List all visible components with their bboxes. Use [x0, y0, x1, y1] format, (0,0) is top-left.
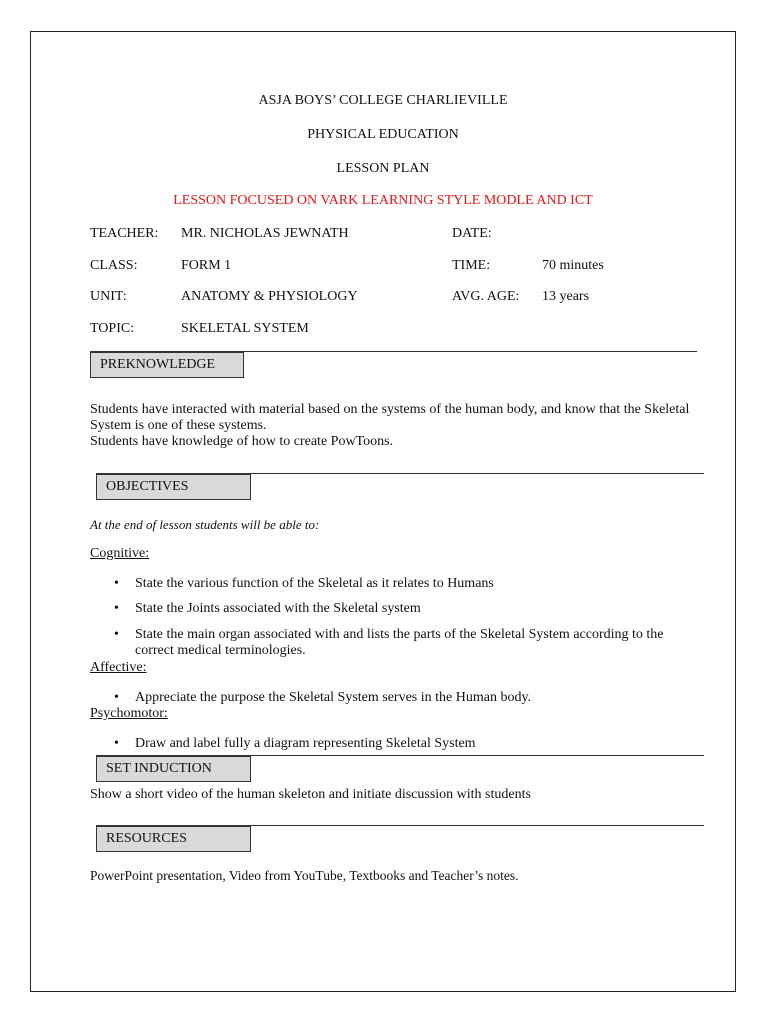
- psychomotor-item-1: Draw and label fully a diagram representing Skeletal System: [135, 736, 476, 751]
- topic-label: TOPIC:: [90, 321, 135, 336]
- age-value: 13 years: [542, 289, 590, 304]
- cognitive-item-2: State the Joints associated with the Skeletal system: [135, 601, 421, 616]
- bullet-glyph: •: [114, 736, 119, 751]
- preknowledge-heading: PREKNOWLEDGE: [90, 352, 244, 378]
- school-name: ASJA BOYS’ COLLEGE CHARLIEVILLE: [258, 93, 508, 108]
- date-label: DATE:: [452, 226, 492, 241]
- class-label: CLASS:: [90, 258, 138, 273]
- objectives-intro: At the end of lesson students will be able to:: [90, 517, 320, 532]
- preknowledge-line-2: System is one of these systems.: [90, 418, 267, 433]
- psychomotor-label: Psychomotor:: [90, 706, 168, 721]
- preknowledge-line-1: Students have interacted with material based on the systems of the human body, and know that the Skeletal: [90, 402, 690, 417]
- cognitive-item-1: State the various function of the Skeletal as it relates to Humans: [135, 576, 494, 591]
- resources-text: PowerPoint presentation, Video from YouTube, Textbooks and Teacher’s notes.: [90, 868, 519, 883]
- cognitive-item-3: State the main organ associated with and lists the parts of the Skeletal System according to the: [135, 627, 664, 642]
- resources-heading: RESOURCES: [96, 826, 251, 852]
- bullet-glyph: •: [114, 627, 119, 642]
- bullet-glyph: •: [114, 601, 119, 616]
- bullet-glyph: •: [114, 690, 119, 705]
- teacher-label: TEACHER:: [90, 226, 159, 241]
- affective-label: Affective:: [90, 660, 147, 675]
- class-value: FORM 1: [181, 258, 232, 273]
- affective-item-1: Appreciate the purpose the Skeletal System serves in the Human body.: [135, 690, 532, 705]
- document-type: LESSON PLAN: [336, 161, 430, 176]
- bullet-glyph: •: [114, 576, 119, 591]
- teacher-value: MR. NICHOLAS JEWNATH: [181, 226, 349, 241]
- set-induction-heading: SET INDUCTION: [96, 756, 251, 782]
- age-label: AVG. AGE:: [452, 289, 520, 304]
- subject-title: PHYSICAL EDUCATION: [307, 127, 459, 142]
- topic-value: SKELETAL SYSTEM: [181, 321, 309, 336]
- unit-label: UNIT:: [90, 289, 127, 304]
- time-value: 70 minutes: [542, 258, 604, 273]
- time-label: TIME:: [452, 258, 491, 273]
- unit-value: ANATOMY & PHYSIOLOGY: [181, 289, 358, 304]
- lesson-focus: LESSON FOCUSED ON VARK LEARNING STYLE MODLE AND ICT: [173, 193, 593, 208]
- preknowledge-line-3: Students have knowledge of how to create PowToons.: [90, 434, 394, 449]
- objectives-heading: OBJECTIVES: [96, 474, 251, 500]
- cognitive-label: Cognitive:: [90, 546, 150, 561]
- set-induction-text: Show a short video of the human skeleton and initiate discussion with students: [90, 787, 531, 802]
- cognitive-item-3-continued: correct medical terminologies.: [135, 643, 306, 658]
